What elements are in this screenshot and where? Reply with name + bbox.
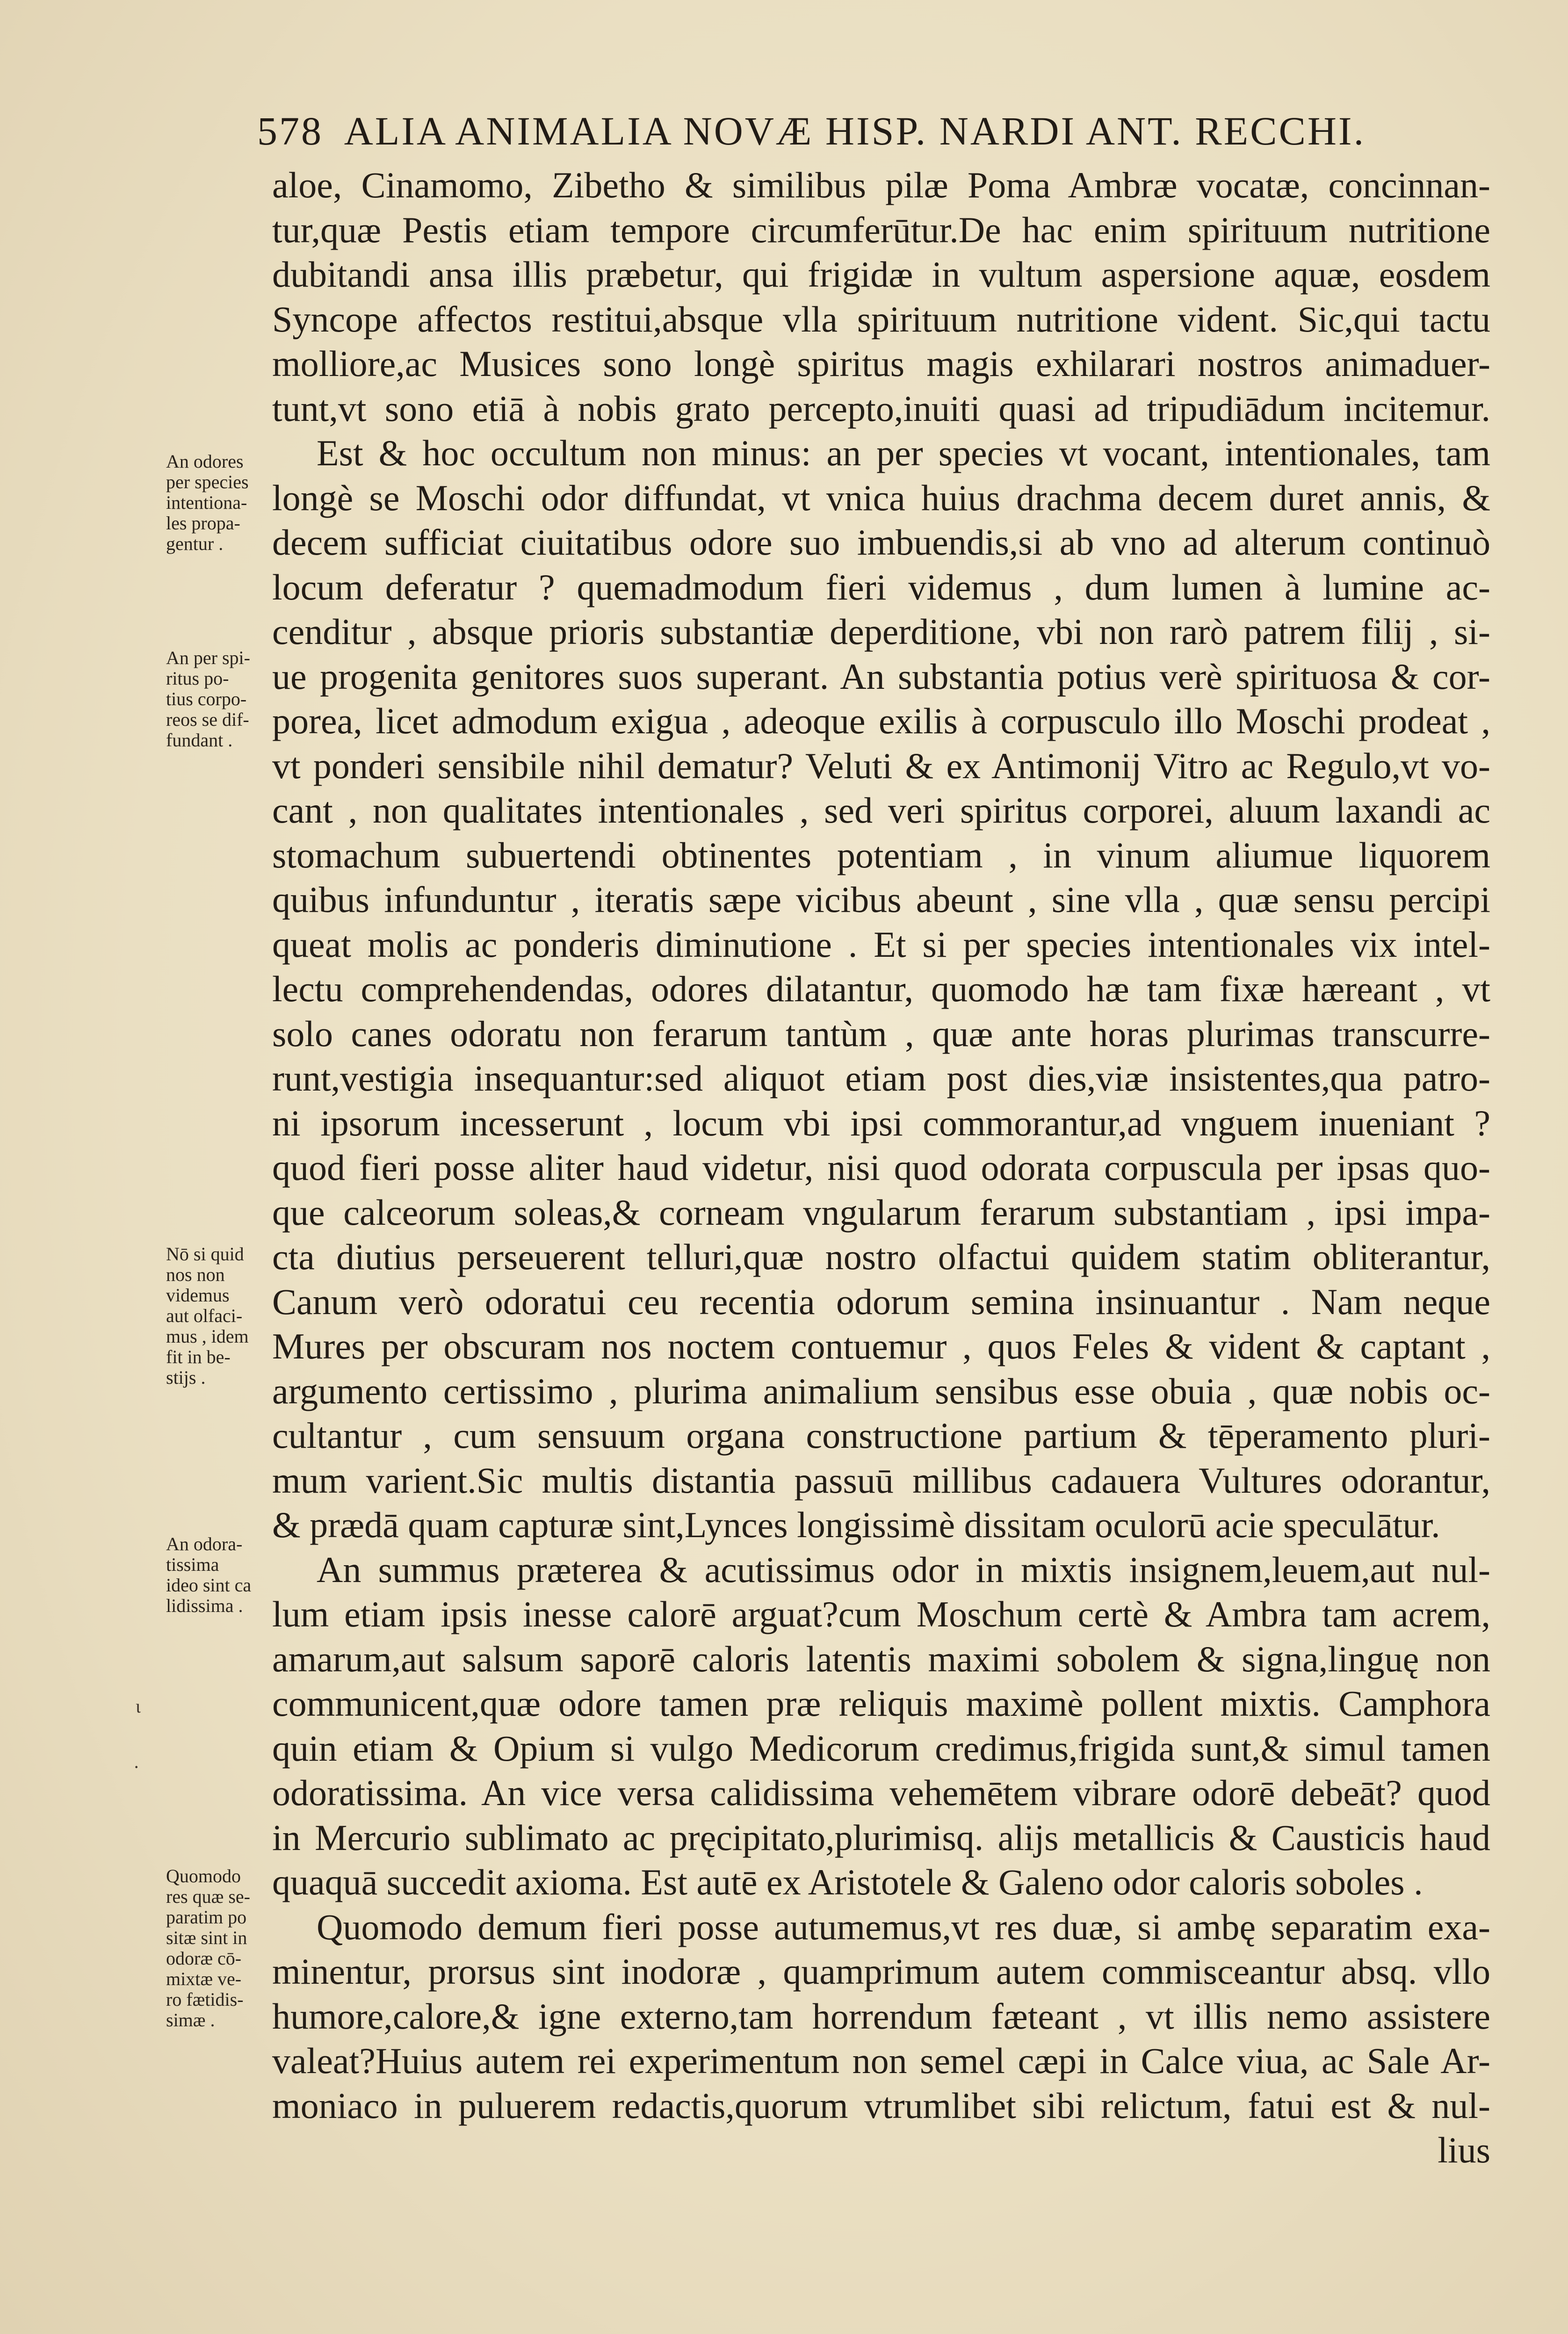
text-line: odoratissima. An vice versa calidissima vehemētem vibrare odorē debeāt? quod xyxy=(272,1772,1490,1813)
margin-note-line: stijs . xyxy=(166,1367,206,1388)
text-line: tunt,vt sono etiā à nobis grato percepto,inuiti quasi ad tripudiādum incitemur. xyxy=(272,388,1490,429)
margin-note-line: tissima xyxy=(166,1554,219,1575)
margin-note-line: ritus po- xyxy=(166,668,229,689)
margin-note-line: les propa- xyxy=(166,513,240,534)
text-line: aloe, Cinamomo, Zibetho & similibus pilæ Poma Ambræ vocatæ, concinnan- xyxy=(272,165,1490,205)
margin-note-spiritus xyxy=(166,648,264,751)
text-line: que calceorum soleas,& corneam vngularum ferarum substantiam , ipsi impa- xyxy=(272,1192,1490,1233)
margin-note-line: intentiona- xyxy=(166,492,247,513)
margin-note-line: An odores xyxy=(166,451,244,472)
text-line: longè se Moschi odor diffundat, vt vnica huius drachma decem duret annis, & xyxy=(272,477,1490,518)
text-line: valeat?Huius autem rei experimentum non semel cæpi in Calce viua, ac Sale Ar- xyxy=(272,2040,1490,2081)
text-line: humore,calore,& igne externo,tam horrendum fæteant , vt illis nemo assistere xyxy=(272,1995,1490,2037)
text-line: argumento certissimo , plurima animalium sensibus esse obuia , quæ nobis oc- xyxy=(272,1370,1490,1411)
main-text xyxy=(272,163,1490,2173)
text-line: quibus infunduntur , iteratis sæpe vicibus abeunt , sine vlla , quæ sensu percipi xyxy=(272,879,1490,920)
text-line: stomachum subuertendi obtinentes potentiam , in vinum aliumue liquorem xyxy=(272,834,1490,875)
text-line: lectu comprehendendas, odores dilatantur, quomodo hæ tam fixæ hæreant , vt xyxy=(272,968,1490,1009)
text-line: minentur, prorsus sint inodoræ , quamprimum autem commisceantur absq. vllo xyxy=(272,1951,1490,1992)
ink-mark: · xyxy=(133,1756,140,1778)
page-number: 578 xyxy=(257,108,323,153)
margin-note-line: lidissima . xyxy=(166,1595,243,1616)
text-line: lum etiam ipsis inesse calorē arguat?cum Moschum certè & Ambra tam acrem, xyxy=(272,1594,1490,1634)
margin-note-line: odoræ cō- xyxy=(166,1948,242,1969)
text-line: mum varient.Sic multis distantia passuū millibus cadauera Vultures odorantur, xyxy=(272,1460,1490,1501)
text-line: Est & hoc occultum non minus: an per species vt vocant, intentionales, tam xyxy=(317,433,1490,473)
ink-mark: ɩ xyxy=(136,1696,141,1717)
text-line: tur,quæ Pestis etiam tempore circumferūtur.De hac enim spirituum nutritione xyxy=(272,209,1490,250)
text-line: in Mercurio sublimato ac pręcipitato,plurimisq. alijs metallicis & Causticis haud xyxy=(272,1817,1490,1858)
margin-note-odores xyxy=(166,451,264,554)
text-line: decem sufficiat ciuitatibus odore suo imbuendis,si ab vno ad alterum continuò xyxy=(272,522,1490,563)
margin-note-line: res quæ se- xyxy=(166,1886,250,1907)
text-line: Canum verò odoratui ceu recentia odorum semina insinuantur . Nam neque xyxy=(272,1281,1490,1322)
margin-note-bestijs xyxy=(166,1244,264,1388)
text-line: Mures per obscuram nos noctem contuemur , quos Feles & vident & captant , xyxy=(272,1326,1490,1366)
margin-note-line: Nō si quid xyxy=(166,1243,244,1265)
text-line: & prædā quam capturæ sint,Lynces longissimè dissitam oculorū acie speculātur. xyxy=(272,1504,1440,1545)
text-line: moniaco in puluerem redactis,quorum vtrumlibet sibi relictum, fatui est & nul- xyxy=(272,2085,1490,2126)
text-line: locum deferatur ? quemadmodum fieri videmus , dum lumen à lumine ac- xyxy=(272,566,1490,607)
margin-note-line: mus , idem xyxy=(166,1326,249,1347)
margin-note-line: ideo sint ca xyxy=(166,1575,252,1596)
text-line: quod fieri posse aliter haud videtur, nisi quod odorata corpuscula per ipsas quo- xyxy=(272,1147,1490,1188)
text-line: cta diutius perseuerent telluri,quæ nostro olfactui quidem statim obliterantur, xyxy=(272,1236,1490,1277)
text-line: Syncope affectos restitui,absque vlla spirituum nutritione vident. Sic,qui tactu xyxy=(272,298,1490,340)
text-line: solo canes odoratu non ferarum tantùm , quæ ante horas plurimas transcurre- xyxy=(272,1013,1490,1054)
catchword: lius xyxy=(1438,2130,1490,2170)
running-title: ALIA ANIMALIA NOVÆ HISP. NARDI ANT. RECCHI. xyxy=(344,108,1366,153)
margin-note-line: simæ . xyxy=(166,2009,215,2031)
text-line: Quomodo demum fieri posse autumemus,vt res duæ, si ambę separatim exa- xyxy=(317,1906,1490,1947)
margin-note-line: An odora- xyxy=(166,1533,243,1554)
margin-note-line: reos se dif- xyxy=(166,709,249,730)
page-header xyxy=(257,108,1496,159)
margin-note-line: gentur . xyxy=(166,533,224,554)
text-line: queat molis ac ponderis diminutione . Et si per species intentionales vix intel- xyxy=(272,924,1490,965)
text-line: runt,vestigia insequantur:sed aliquot etiam post dies,viæ insistentes,qua patro- xyxy=(272,1058,1490,1098)
margin-note-line: videmus xyxy=(166,1285,230,1306)
margin-note-odoratissima xyxy=(166,1534,264,1616)
margin-note-line: per species xyxy=(166,471,249,492)
text-line: molliore,ac Musices sono longè spiritus magis exhilarari nostros animaduer- xyxy=(272,343,1490,384)
text-line: vt ponderi sensibile nihil dematur? Veluti & ex Antimonij Vitro ac Regulo,vt vo- xyxy=(272,745,1490,786)
text-line: An summus præterea & acutissimus odor in mixtis insignem,leuem,aut nul- xyxy=(317,1549,1490,1590)
margin-note-line: paratim po xyxy=(166,1907,247,1928)
margin-note-line: nos non xyxy=(166,1264,225,1285)
margin-note-line: Quomodo xyxy=(166,1865,241,1886)
text-line: amarum,aut salsum saporē caloris latentis maximi sobolem & signa,linguę non xyxy=(272,1638,1490,1679)
text-line: communicent,quæ odore tamen præ reliquis maximè pollent mixtis. Camphora xyxy=(272,1683,1490,1724)
margin-note-line: ro fætidis- xyxy=(166,1989,244,2010)
text-line: cultantur , cum sensuum organa constructione partium & tēperamento pluri- xyxy=(272,1415,1490,1456)
margin-note-line: sitæ sint in xyxy=(166,1927,247,1948)
margin-note-line: fundant . xyxy=(166,730,233,751)
text-line: ni ipsorum incesserunt , locum vbi ipsi commorantur,ad vnguem inueniant ? xyxy=(272,1102,1490,1143)
text-line: quin etiam & Opium si vulgo Medicorum credimus,frigida sunt,& simul tamen xyxy=(272,1727,1490,1769)
margin-note-line: An per spi- xyxy=(166,647,250,668)
margin-note-quomodo xyxy=(166,1866,264,2031)
text-line: cant , non qualitates intentionales , sed veri spiritus corporei, aluum laxandi ac xyxy=(272,790,1490,831)
margin-note-line: fit in be- xyxy=(166,1346,231,1367)
margin-note-line: aut olfaci- xyxy=(166,1305,243,1326)
text-line: porea, licet admodum exigua , adeoque exilis à corpusculo illo Moschi prodeat , xyxy=(272,701,1490,741)
margin-note-line: tius corpo- xyxy=(166,688,247,709)
margin-note-line: mixtæ ve- xyxy=(166,1968,242,1989)
text-line: dubitandi ansa illis præbetur, qui frigidæ in vultum aspersione aquæ, eosdem xyxy=(272,254,1490,295)
text-line: ue progenita genitores suos superant. An substantia potius verè spirituosa & cor- xyxy=(272,656,1490,697)
text-line: quaquā succedit axioma. Est autē ex Aristotele & Galeno odor caloris soboles . xyxy=(272,1862,1423,1902)
text-line: cenditur , absque prioris substantiæ deperditione, vbi non rarò patrem filij , si- xyxy=(272,611,1490,652)
